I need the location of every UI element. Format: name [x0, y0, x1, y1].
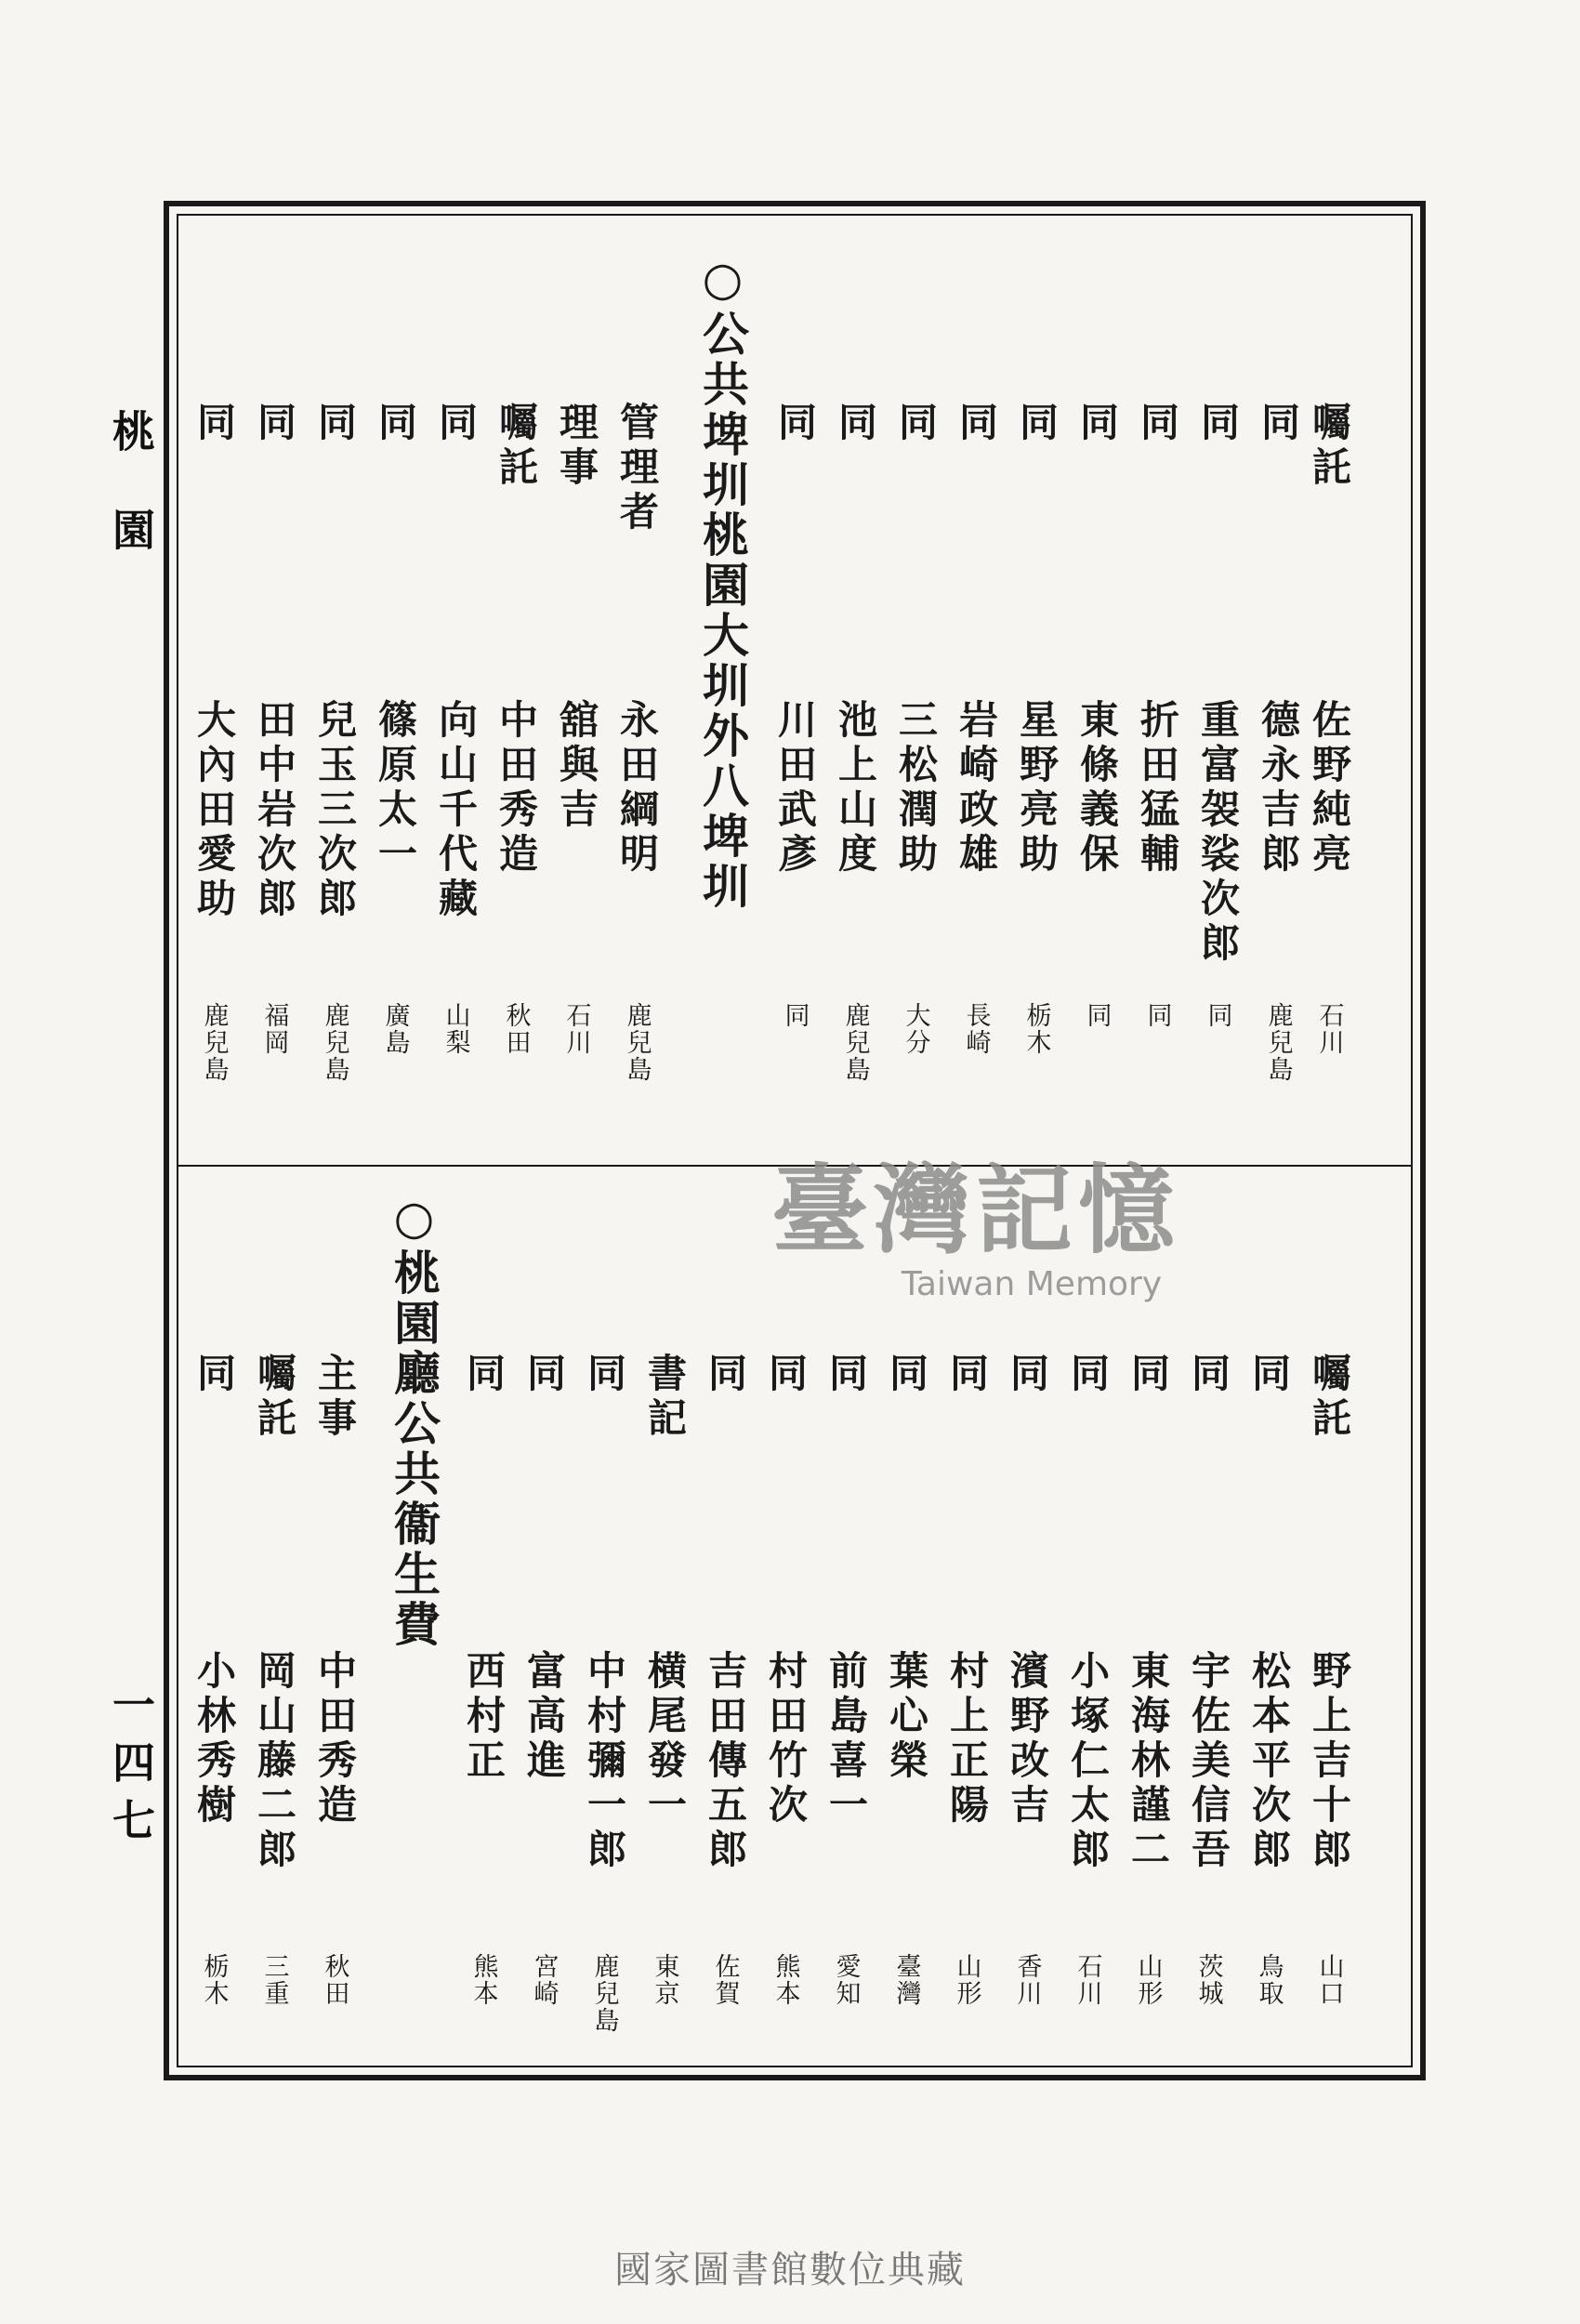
entry-prefecture: 栃木	[1021, 1002, 1051, 1056]
entry-name: 大內田愛助	[191, 699, 237, 922]
staff-entry	[186, 1353, 242, 2059]
entry-prefecture: 愛知	[831, 1953, 861, 2007]
entry-prefecture: 東京	[650, 1953, 679, 2007]
entry-name: 小塚仁太郎	[1065, 1650, 1111, 1873]
staff-entry	[939, 1353, 994, 2059]
entry-name: 野上吉十郎	[1307, 1650, 1352, 1873]
entry-prefecture: 同	[1082, 1002, 1112, 1029]
entry-name: 西村正	[461, 1650, 507, 1784]
entry-title: 同	[1135, 402, 1180, 446]
entry-name: 中田秀造	[494, 699, 539, 878]
staff-entry	[516, 1353, 572, 2059]
entry-name: 田中岩次郎	[252, 699, 297, 922]
entry-prefecture: 佐賀	[710, 1953, 740, 2007]
staff-entry	[246, 1353, 302, 2059]
entry-prefecture: 長崎	[961, 1002, 991, 1056]
entry-name: 川田武彥	[772, 699, 818, 878]
entry-title: 囑託	[252, 1353, 297, 1442]
entry-name: 舘與吉	[554, 699, 599, 833]
entry-title: 同	[312, 402, 358, 446]
staff-entry	[948, 402, 1004, 1145]
entry-prefecture: 臺灣	[891, 1953, 921, 2007]
staff-entry	[1180, 1353, 1236, 2059]
entry-name: 吉田傳五郎	[703, 1650, 748, 1873]
entry-name: 東海林謹二	[1126, 1650, 1171, 1873]
entry-title: 同	[772, 402, 818, 446]
entry-prefecture: 宮崎	[529, 1953, 559, 2007]
staff-entry	[609, 402, 665, 1145]
entry-title: 同	[954, 402, 999, 446]
entry-name: 三松潤助	[893, 699, 939, 878]
entry-prefecture: 秋田	[320, 1953, 349, 2007]
entry-name: 小林秀樹	[191, 1650, 237, 1829]
entry-prefecture: 同	[1142, 1002, 1172, 1029]
entry-prefecture: 大分	[901, 1002, 930, 1056]
entry-prefecture: 熊本	[770, 1953, 800, 2007]
entry-title: 同	[1256, 402, 1301, 446]
entry-name: 前島喜一	[823, 1650, 869, 1829]
entry-prefecture: 鹿兒島	[199, 1002, 229, 1083]
staff-entry	[1060, 1353, 1115, 2059]
staff-entry	[548, 402, 604, 1145]
entry-prefecture: 同	[780, 1002, 810, 1029]
entry-name: 村上正陽	[944, 1650, 990, 1829]
staff-entry	[307, 1353, 362, 2059]
entry-prefecture: 廣島	[380, 1002, 410, 1056]
library-footer: 國家圖書館數位典藏	[614, 2249, 966, 2291]
entry-prefecture: 石川	[1314, 1002, 1344, 1056]
entry-title: 同	[461, 1353, 507, 1397]
entry-prefecture: 鹿兒島	[320, 1002, 349, 1083]
staff-entry	[1008, 402, 1064, 1145]
staff-entry	[888, 402, 943, 1145]
entry-name: 向山千代藏	[433, 699, 479, 922]
entry-prefecture: 石川	[561, 1002, 591, 1056]
entry-title: 同	[191, 1353, 237, 1397]
entry-title: 同	[373, 402, 418, 446]
entry-prefecture: 山形	[1133, 1953, 1163, 2007]
entry-prefecture: 鹿兒島	[622, 1002, 652, 1083]
entry-prefecture: 鹿兒島	[1263, 1002, 1293, 1083]
entry-prefecture: 石川	[1073, 1953, 1102, 2007]
staff-entry	[1241, 1353, 1297, 2059]
taiwan-memory-watermark	[771, 1153, 1181, 1304]
entry-title: 同	[433, 402, 479, 446]
staff-entry	[428, 402, 483, 1145]
entry-title: 同	[582, 1353, 627, 1397]
section-heading-hygiene: ○桃園廳公共衞生費	[387, 1190, 441, 1650]
entry-title: 同	[823, 1353, 869, 1397]
entry-title: 同	[944, 1353, 990, 1397]
entry-name: 篠原太一	[373, 699, 418, 878]
entry-title: 同	[1005, 1353, 1050, 1397]
staff-entry	[1301, 1353, 1357, 2059]
staff-entry	[1069, 402, 1125, 1145]
entry-prefecture: 鳥取	[1254, 1953, 1284, 2007]
staff-entry	[186, 402, 242, 1145]
entry-title: 同	[1246, 1353, 1292, 1397]
staff-entry	[767, 402, 823, 1145]
entry-title: 同	[521, 1353, 567, 1397]
entry-title: 同	[1195, 402, 1241, 446]
staff-entry	[1301, 402, 1357, 1145]
entry-name: 松本平次郎	[1246, 1650, 1292, 1873]
staff-entry	[1129, 402, 1185, 1145]
entry-title: 同	[884, 1353, 929, 1397]
entry-name: 岡山藤二郎	[252, 1650, 297, 1873]
staff-entry	[1120, 1353, 1176, 2059]
entry-name: 濱野改吉	[1005, 1650, 1050, 1829]
margin-title: 桃園	[106, 409, 156, 606]
staff-entry	[455, 1353, 511, 2059]
staff-entry	[818, 1353, 874, 2059]
entry-title: 管理者	[614, 402, 660, 535]
staff-entry	[488, 402, 544, 1145]
entry-title: 同	[252, 402, 297, 446]
staff-entry	[637, 1353, 692, 2059]
entry-prefecture: 山口	[1314, 1953, 1344, 2007]
entry-prefecture: 茨城	[1193, 1953, 1223, 2007]
entry-title: 理事	[554, 402, 599, 491]
staff-entry	[1190, 402, 1245, 1145]
entry-name: 中田秀造	[312, 1650, 358, 1829]
staff-entry	[1250, 402, 1306, 1145]
entry-name: 佐野純亮	[1307, 699, 1352, 878]
staff-entry	[697, 1353, 753, 2059]
section-heading-canal: ○公共埤圳桃園大圳外八埤圳	[695, 251, 750, 912]
entry-title: 囑託	[494, 402, 539, 491]
entry-title: 同	[1126, 1353, 1171, 1397]
entry-name: 折田猛輔	[1135, 699, 1180, 878]
entry-title: 同	[893, 402, 939, 446]
entry-name: 永田綱明	[614, 699, 660, 878]
entry-prefecture: 山形	[952, 1953, 981, 2007]
entry-title: 同	[833, 402, 878, 446]
entry-name: 富高進	[521, 1650, 567, 1784]
entry-prefecture: 香川	[1012, 1953, 1042, 2007]
entry-prefecture: 栃木	[199, 1953, 229, 2007]
staff-entry	[367, 402, 423, 1145]
watermark-chinese: 臺灣記憶	[771, 1153, 1181, 1267]
entry-name: 岩崎政雄	[954, 699, 999, 878]
entry-prefecture: 鹿兒島	[589, 1953, 619, 2034]
entry-name: 重富袈裟次郎	[1195, 699, 1241, 967]
entry-title: 同	[703, 1353, 748, 1397]
entry-prefecture: 山梨	[441, 1002, 470, 1056]
staff-entry	[757, 1353, 813, 2059]
entry-name: 宇佐美信吾	[1186, 1650, 1231, 1873]
entry-prefecture: 福岡	[259, 1002, 289, 1056]
staff-entry	[999, 1353, 1055, 2059]
entry-title: 同	[763, 1353, 809, 1397]
entry-title: 囑託	[1307, 1353, 1352, 1442]
entry-title: 書記	[642, 1353, 688, 1442]
staff-entry	[246, 402, 302, 1145]
entry-title: 同	[191, 402, 237, 446]
watermark-english: Taiwan Memory	[901, 1265, 1163, 1304]
entry-prefecture: 鹿兒島	[840, 1002, 870, 1083]
page-number: 一四七	[106, 1683, 156, 1855]
entry-name: 葉心榮	[884, 1650, 929, 1784]
staff-entry	[878, 1353, 934, 2059]
entry-title: 同	[1014, 402, 1060, 446]
entry-prefecture: 同	[1203, 1002, 1232, 1029]
entry-title: 主事	[312, 1353, 358, 1442]
entry-title: 同	[1065, 1353, 1111, 1397]
entry-name: 横尾發一	[642, 1650, 688, 1829]
entry-name: 中村彌一郎	[582, 1650, 627, 1873]
entry-prefecture: 秋田	[501, 1002, 531, 1056]
entry-title: 同	[1186, 1353, 1231, 1397]
entry-name: 兒玉三次郎	[312, 699, 358, 922]
entry-name: 東條義保	[1074, 699, 1120, 878]
entry-name: 星野亮助	[1014, 699, 1060, 878]
staff-entry	[827, 402, 883, 1145]
entry-prefecture: 熊本	[468, 1953, 498, 2007]
entry-title: 囑託	[1307, 402, 1352, 491]
entry-name: 池上山度	[833, 699, 878, 878]
entry-name: 村田竹次	[763, 1650, 809, 1829]
staff-entry	[307, 402, 362, 1145]
entry-name: 德永吉郎	[1256, 699, 1301, 878]
entry-title: 同	[1074, 402, 1120, 446]
staff-entry	[576, 1353, 632, 2059]
entry-prefecture: 三重	[259, 1953, 289, 2007]
